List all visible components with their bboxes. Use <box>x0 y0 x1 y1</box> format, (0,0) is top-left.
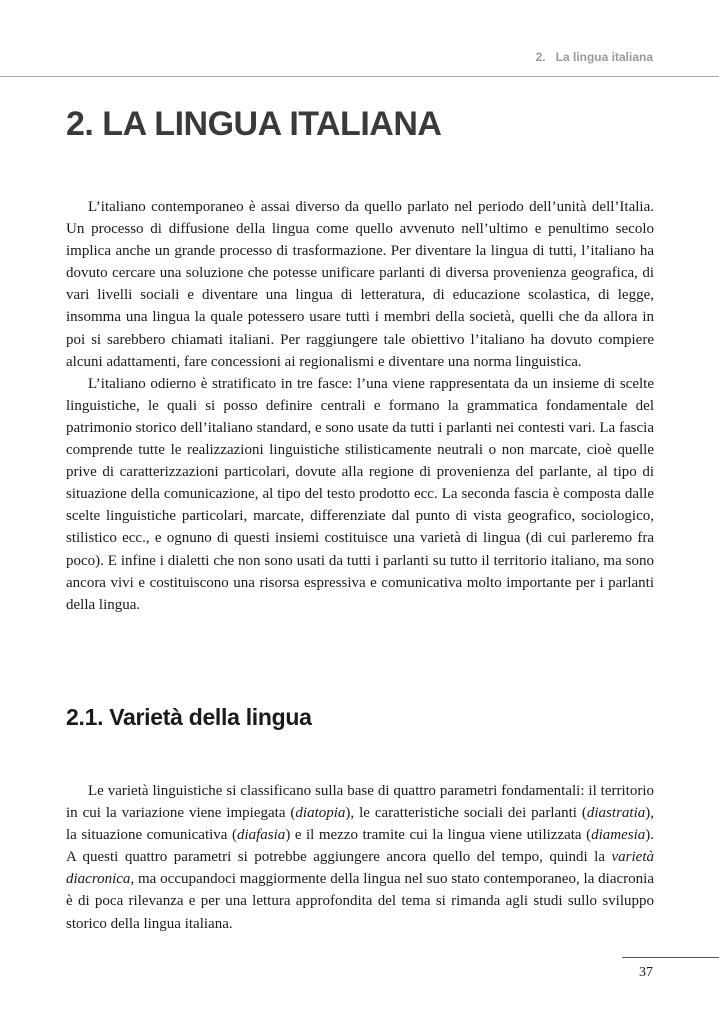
paragraph-3-text: ), le caratteristiche sociali dei parlanti ( <box>345 805 587 822</box>
footer-divider <box>622 957 719 958</box>
running-header-number: 2. <box>535 50 546 64</box>
header-divider <box>0 76 719 77</box>
running-header-title: La lingua italiana <box>555 50 653 64</box>
section-body <box>66 780 654 935</box>
term-diastratia: diastratia <box>586 805 646 822</box>
term-diatopia: diatopia <box>295 805 346 822</box>
chapter-body <box>66 196 654 616</box>
running-header <box>536 50 653 64</box>
term-diafasia: diafasia <box>236 827 286 844</box>
paragraph-3-text: ) e il mezzo tramite cui la lingua viene utilizzata ( <box>285 827 592 844</box>
paragraph-3-text: Le varietà linguistiche si classificano sulla base di quattro parametri fondamentali: il territorio in cui la variazione viene impiegata ( <box>66 783 654 822</box>
section-title: 2.1. Varietà della lingua <box>66 704 312 730</box>
paragraph-2: L’italiano odierno è stratificato in tre fasce: l’una viene rappresentata da un insieme di scelte linguistiche, le quali si posso definire centrali e formano la grammatica fondamentale del patrimonio storico dell’italiano standard, e sono usate da tutti i parlanti nei contesti vari. La fascia comprende tutte le realizzazioni linguistiche stilisticamente neutrali o non marcate, cioè quelle prive di caratterizzazioni particolari, dovute alla regione di provenienza del parlante, al tipo di situazione della comunicazione, al tipo del testo prodotto ecc. La seconda fascia è composta dalle scelte linguistiche particolari, marcate, differenziate dal punto di vista geografico, sociologico, stilistico ecc., e ognuno di questi insiemi costituisce una varietà di lingua (di cui parleremo fra poco). E infine i dialetti che non sono usati da tutti i parlanti su tutto il territorio italiano, ma sono ancora vivi e costituiscono una risorsa espressiva e comunicativa molto importante per i parlanti della lingua. <box>66 375 654 613</box>
chapter-title: 2. LA LINGUA ITALIANA <box>66 105 442 143</box>
paragraph-3 <box>66 780 654 935</box>
paragraph-3-text: ), la situazione comunicativa ( <box>66 805 654 844</box>
term-varieta-diacronica: varietà diacronica <box>66 849 654 888</box>
paragraph-1: L’italiano contemporaneo è assai diverso da quello parlato nel periodo dell’unità dell’Italia. Un processo di diffusione della lingua come quello avvenuto nell’ultimo e penultimo secolo implica anche un grande processo di trasformazione. Per diventare la lingua di tutti, l’italiano ha dovuto cercare una soluzione che potesse unificare parlanti di diversa provenienza geografica, di vari livelli sociali e diventare una lingua di letteratura, di educazione scolastica, di legge, insomma una lingua la quale potessero usare tutti i membri della società, quelli che da allora in poi si sarebbero chiamati italiani. Per raggiungere tale obiettivo l’italiano ha dovuto compiere alcuni adattamenti, fare concessioni ai regionalismi e diventare una norma linguistica. <box>66 199 654 370</box>
paragraph-3-text: ). A questi quattro parametri si potrebbe aggiungere ancora quello del tempo, quindi la <box>66 827 655 866</box>
page-number: 37 <box>639 965 653 980</box>
term-diamesia: diamesia <box>591 827 646 844</box>
paragraph-3-text: , ma occupandoci maggiormente della lingua nel suo stato contemporaneo, la diacronia è di poca rilevanza e per una lettura approfondita del tema si rimanda agli studi sullo sviluppo storico della lingua italiana. <box>66 871 654 932</box>
